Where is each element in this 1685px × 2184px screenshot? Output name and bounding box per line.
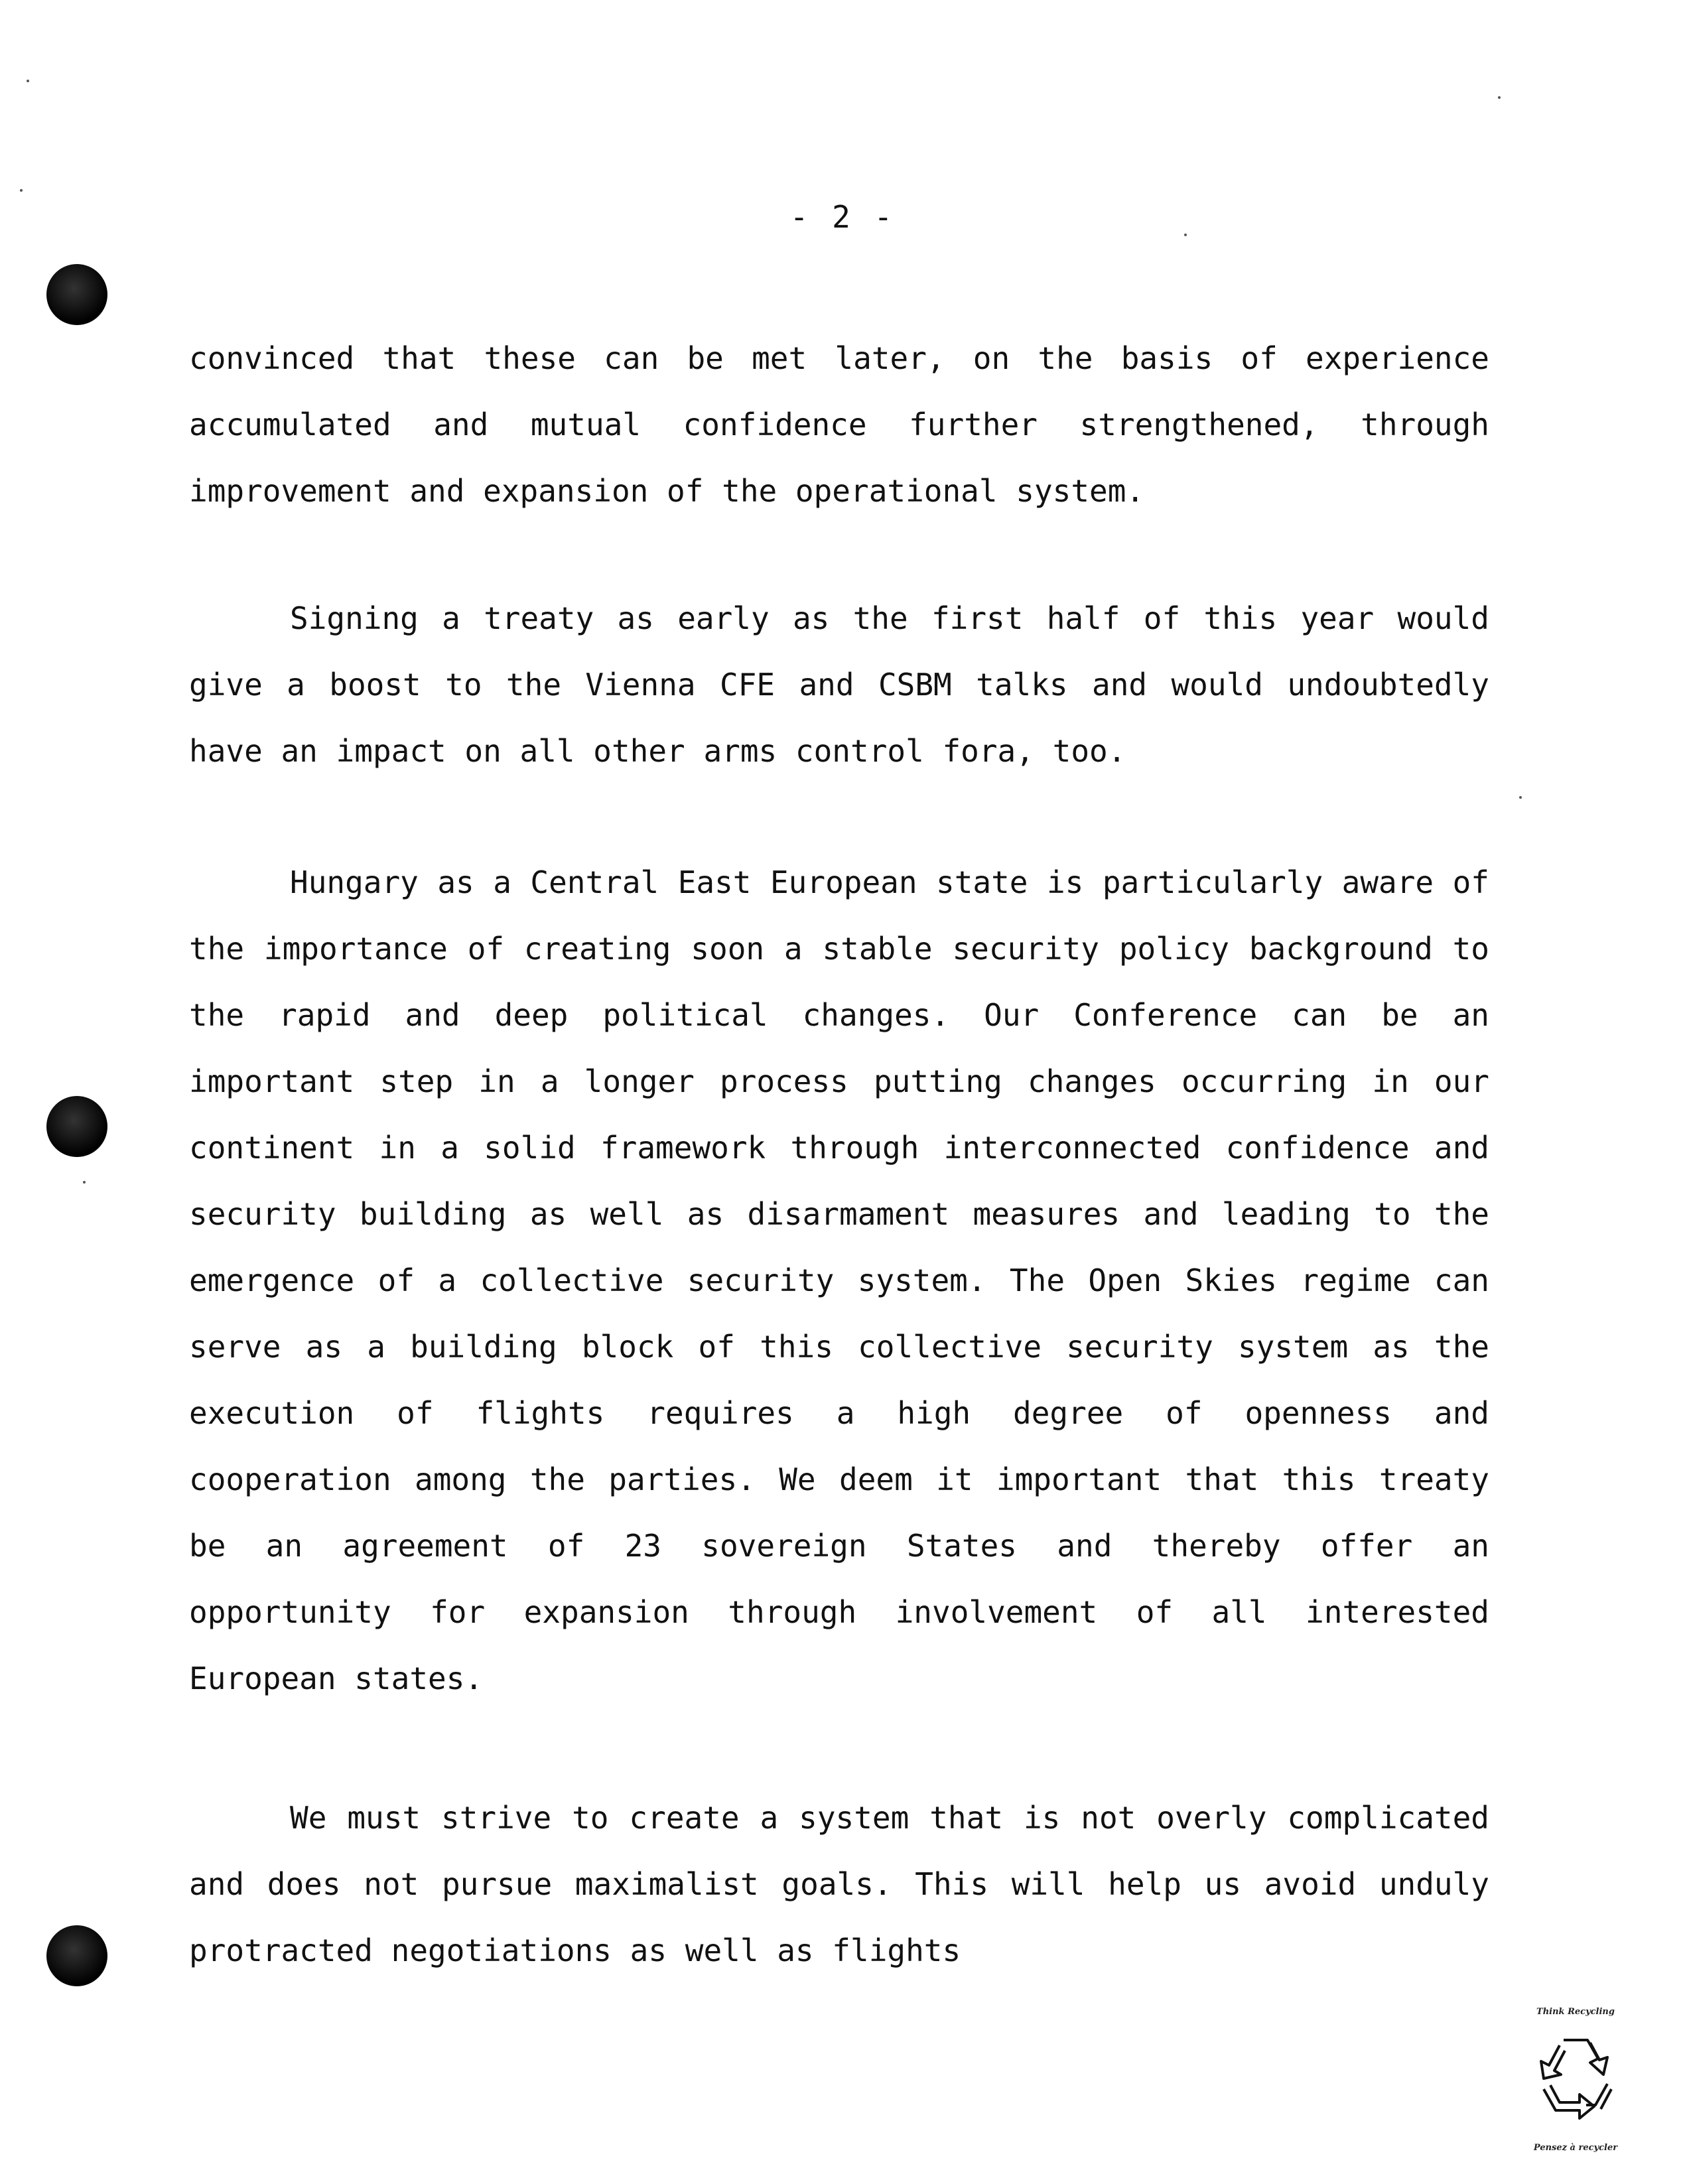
paragraph-hungary-position: Hungary as a Central East European state is particularly aware of the importance of creating soon a stable security policy background to the rapid and deep political changes. Our Conference can be an important step in a longer process putting changes occurring in our continent in a solid framework through interconnected confidence and security building as well as disarmament measures and leading to the emergence of a collective security system. The Open Skies regime can serve as a building block of this collective security system as the execution of flights requires a high degree of openness and cooperation among the parties. We deem it important that this treaty be an agreement of 23 sovereign States and thereby offer an opportunity for expansion through involvement of all interested European states. <box>189 864 1489 1696</box>
punch-hole <box>46 264 107 325</box>
scan-speck <box>20 189 23 192</box>
paragraph-system-design: We must strive to create a system that is not overly complicated and does not pursue maximalist goals. This will help us avoid unduly protracted negotiations as well as flights <box>189 1800 1489 1968</box>
punch-hole <box>46 1096 107 1157</box>
recycle-logo-bottom-text: Pensez à recycler <box>1533 2143 1618 2153</box>
recycle-icon <box>1529 2028 1622 2134</box>
paragraph-treaty-timing: Signing a treaty as early as the first half of this year would give a boost to the Vienna CFE and CSBM talks and would undoubtedly have an impact on all other arms control fora, too. <box>189 600 1489 769</box>
scan-speck <box>1498 96 1501 99</box>
paragraph-continued: convinced that these can be met later, on the basis of experience accumulated and mutual confidence further strengthened, through improvement and expansion of the operational system. <box>189 340 1489 509</box>
recycle-logo <box>1519 2007 1632 2159</box>
page-number: - 2 - <box>789 199 896 235</box>
punch-hole <box>46 1925 107 1986</box>
scan-speck <box>1519 796 1522 799</box>
scan-speck <box>27 80 29 82</box>
recycle-logo-top-text: Think Recycling <box>1536 2007 1615 2017</box>
scan-speck <box>83 1181 86 1184</box>
